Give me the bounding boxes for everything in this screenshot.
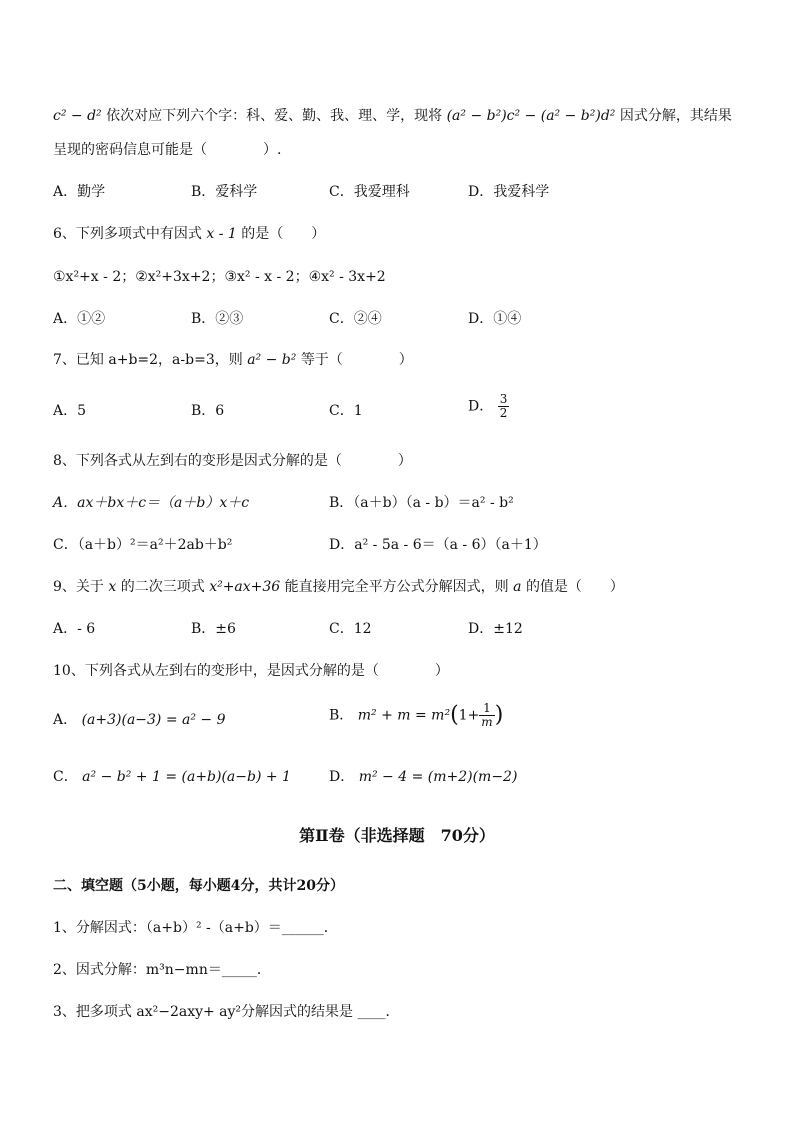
q9-options (53, 619, 753, 639)
fill-q2: 2、因式分解：m³n−mn＝_____． (53, 962, 271, 978)
q8-options-row1 (53, 493, 753, 513)
q10-option-c-label: C． (53, 769, 78, 785)
q7-option-d-fraction (498, 393, 510, 420)
q7-option-a: A．5 (53, 403, 87, 419)
q9-stem-prefix: 9、关于 (53, 579, 104, 595)
q5-intro-expr2: (a² − b²)c² − (a² − b²)d² (446, 108, 616, 124)
q8-option-d: D．a² - 5a - 6＝（a - 6）（a＋1） (329, 537, 547, 553)
q9-option-c: C．12 (329, 621, 372, 637)
q6-option-d: D．①④ (468, 311, 522, 327)
q7-option-d-den: 2 (499, 406, 508, 420)
q8-stem: 8、下列各式从左到右的变形是因式分解的是（ ） (53, 453, 412, 469)
q9-stem-expr: x²+ax+36 (209, 579, 281, 595)
q9-option-d: D．±12 (468, 621, 523, 637)
q7-options (53, 392, 753, 421)
q9-stem-suffix: 的值是（ ） (525, 579, 624, 595)
part2-title: 第Ⅱ卷（非选择题 70分） (299, 826, 495, 845)
q7-option-b: B．6 (191, 403, 225, 419)
q8-option-c: C．（a＋b）²＝a²＋2ab＋b² (53, 537, 233, 553)
q7-stem-cond: a+b=2，a-b=3，则 (108, 352, 243, 368)
q6-items: ①x²+x - 2；②x²+3x+2；③x² - x - 2；④x² - 3x+2 (53, 269, 386, 285)
q6-stem-suffix: 的是（ ） (241, 226, 326, 242)
q6-option-c: C．②④ (329, 311, 382, 327)
q5-option-b: B．爱科学 (191, 184, 258, 200)
section2-header: 二、填空题（5小题，每小题4分，共计20分） (53, 878, 344, 894)
q7-stem-expr: a² − b² (247, 352, 297, 368)
q10-stem: 10、下列各式从左到右的变形中，是因式分解的是（ ） (53, 663, 449, 679)
q10-option-c-expr: a² − b² + 1 = (a+b)(a−b) + 1 (82, 769, 291, 785)
q5-option-c: C．我爱理科 (329, 184, 410, 200)
q7-option-d-label: D． (468, 398, 494, 415)
fill-q3: 3、把多项式 ax²−2axy+ ay²分解因式的结果是 ____． (53, 1004, 400, 1020)
q6-stem-expr: x - 1 (206, 226, 237, 242)
q7-option-d-num: 3 (499, 392, 508, 406)
q10-option-d-label: D． (329, 769, 355, 785)
q5-option-d: D．我爱科学 (468, 184, 550, 200)
q10-options-row2 (53, 767, 753, 787)
q5-intro-text: 依次对应下列六个字：科、爱、勤、我、理、学，现将 (106, 108, 443, 124)
q8-options-row2 (53, 535, 753, 555)
q8-option-a: A．ax＋bx＋c＝（a＋b）x＋c (53, 495, 250, 511)
q9-stem-var: x (108, 579, 117, 595)
q10-option-d-expr: m² − 4 = (m+2)(m−2) (358, 769, 518, 785)
q9-stem (53, 577, 624, 597)
q5-option-a: A．勤学 (53, 184, 106, 200)
q7-stem-prefix: 7、已知 (53, 352, 104, 368)
q9-stem-var2: a (513, 579, 522, 595)
q10-option-b-expr: m² + m = m² (357, 707, 451, 724)
q10-option-b-label: B． (329, 707, 354, 724)
q10-option-a-expr: (a+3)(a−3) = a² − 9 (81, 712, 226, 728)
q7-stem-suffix: 等于（ ） (300, 352, 413, 368)
q9-option-a: A．- 6 (53, 621, 96, 637)
q5-line2: 呈现的密码信息可能是（ ）. (53, 142, 282, 158)
q6-options (53, 309, 753, 329)
q5-intro-line (53, 106, 732, 126)
q7-option-c: C．1 (329, 403, 363, 419)
q8-option-b: B．（a＋b）（a - b）＝a² - b² (329, 495, 514, 511)
q9-option-b: B．±6 (191, 621, 236, 637)
q7-stem (53, 350, 413, 370)
q10-option-b: B． m² + m = m²(1+ $\frac{1}{m}$ ) (329, 701, 504, 729)
q10-option-b-one: 1+ (458, 707, 480, 724)
q10-option-b-den: m (481, 715, 493, 729)
q10-option-d (329, 767, 517, 787)
q5-intro-expr: c² − d² (53, 108, 102, 124)
q10-option-a (53, 710, 226, 730)
q5-options (53, 182, 753, 202)
q10-options-row1 (53, 701, 753, 730)
q9-stem-mid2: 能直接用完全平方公式分解因式，则 (284, 579, 509, 595)
q10-option-c (53, 767, 291, 787)
q6-stem (53, 224, 325, 244)
q10-option-a-label: A． (53, 712, 78, 728)
q9-stem-mid: 的二次三项式 (120, 579, 205, 595)
q6-stem-prefix: 6、下列多项式中有因式 (53, 226, 202, 242)
q6-option-a: A．①② (53, 311, 106, 327)
q6-option-b: B．②③ (191, 311, 244, 327)
q7-option-d (468, 393, 509, 420)
fill-q1: 1、分解因式：（a+b）² -（a+b）＝______． (53, 920, 338, 936)
q10-option-b-fraction (479, 702, 494, 729)
q5-intro-tail: 因式分解，其结果 (619, 108, 732, 124)
q10-option-b-num: 1 (479, 702, 494, 716)
